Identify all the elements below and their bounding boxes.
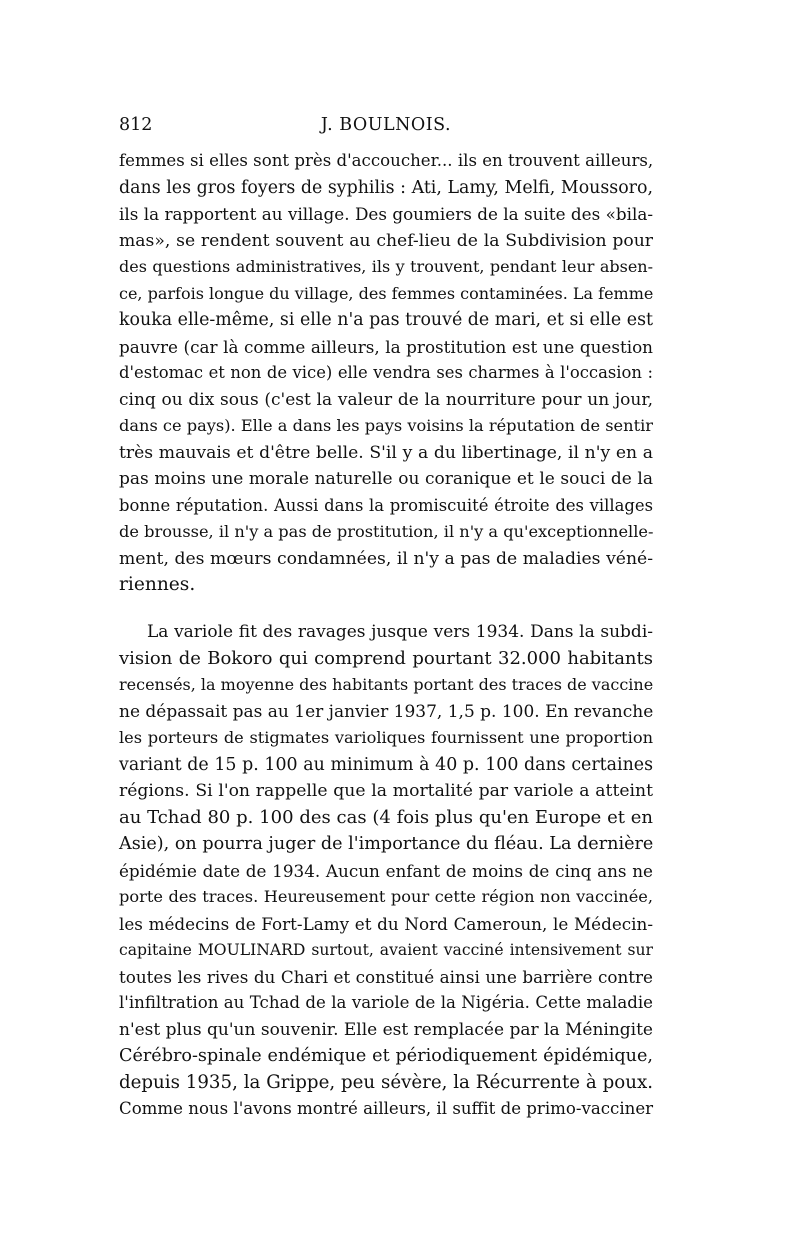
running-title-author: J. BOULNOIS. <box>320 115 452 135</box>
text-line: femmes si elles sont près d'accoucher... ils en trouvent ailleurs, <box>119 151 654 170</box>
text-line: dans ce pays). Elle a dans les pays voisins la réputation de sentir <box>119 416 653 435</box>
text-line: mas», se rendent souvent au chef-lieu de la Subdivision pour <box>119 230 653 251</box>
text-line: cinq ou dix sous (c'est la valeur de la nourriture pour un jour, <box>119 389 653 410</box>
page-number: 812 <box>119 115 153 135</box>
text-line: Asie), on pourra juger de l'importance du fléau. La dernière <box>119 834 654 854</box>
text-line: variant de 15 p. 100 au minimum à 40 p. 100 dans certaines <box>119 754 653 775</box>
text-line: depuis 1935, la Grippe, peu sévère, la Récurrente à poux. <box>119 1071 653 1093</box>
text-line: Cérébro-spinale endémique et périodiquement épidémique, <box>119 1046 653 1066</box>
text-line: d'estomac et non de vice) elle vendra ses charmes à l'occasion : <box>119 363 653 382</box>
paragraph-variole <box>119 619 653 1123</box>
text-line: dans les gros foyers de syphilis : Ati, Lamy, Melfi, Moussoro, <box>119 177 653 198</box>
text-line: des questions administratives, ils y trouvent, pendant leur absen- <box>119 257 653 276</box>
text-line: pas moins une morale naturelle ou coranique et le souci de la <box>119 469 653 489</box>
text-line: kouka elle-même, si elle n'a pas trouvé de mari, et si elle est <box>119 310 653 330</box>
text-line: les porteurs de stigmates varioliques fournissent une proportion <box>119 728 653 747</box>
running-head <box>119 115 653 145</box>
text-line: capitaine MOULINARD surtout, avaient vacciné intensivement sur <box>119 941 653 959</box>
text-line: de brousse, il n'y a pas de prostitution, il n'y a qu'exceptionnelle- <box>119 522 654 541</box>
text-line: très mauvais et d'être belle. S'il y a du libertinage, il n'y en a <box>119 442 653 463</box>
text-line: ment, des mœurs condamnées, il n'y a pas de maladies véné- <box>119 548 653 569</box>
text-line: régions. Si l'on rappelle que la mortalité par variole a atteint <box>119 781 653 801</box>
text-line: La variole fit des ravages jusque vers 1934. Dans la subdi- <box>147 622 653 642</box>
text-line: épidémie date de 1934. Aucun enfant de moins de cinq ans ne <box>119 860 653 881</box>
text-line: bonne réputation. Aussi dans la promiscuité étroite des villages <box>119 495 653 515</box>
text-line: riennes. <box>119 574 196 595</box>
text-line: ce, parfois longue du village, des femmes contaminées. La femme <box>119 283 654 303</box>
text-line: toutes les rives du Chari et constitué ainsi une barrière contre <box>119 966 653 987</box>
text-line: au Tchad 80 p. 100 des cas (4 fois plus qu'en Europe et en <box>119 806 653 828</box>
text-line: ne dépassait pas au 1er janvier 1937, 1,5 p. 100. En revanche <box>119 701 654 722</box>
text-line: l'infiltration au Tchad de la variole de la Nigéria. Cette maladie <box>119 993 653 1012</box>
text-line: recensés, la moyenne des habitants portant des traces de vaccine <box>119 675 654 694</box>
text-line: pauvre (car là comme ailleurs, la prostitution est une question <box>119 336 653 357</box>
paragraph-syphilis <box>119 148 653 599</box>
text-line: n'est plus qu'un souvenir. Elle est remplacée par la Méningite <box>119 1019 653 1040</box>
text-line: ils la rapportent au village. Des goumiers de la suite des «bila- <box>119 204 653 224</box>
text-line: porte des traces. Heureusement pour cette région non vaccinée, <box>119 887 653 906</box>
text-line: Comme nous l'avons montré ailleurs, il suffit de primo-vacciner <box>119 1099 654 1118</box>
text-line: les médecins de Fort-Lamy et du Nord Cameroun, le Médecin- <box>119 913 653 934</box>
text-line: vision de Bokoro qui comprend pourtant 32.000 habitants <box>119 647 653 669</box>
